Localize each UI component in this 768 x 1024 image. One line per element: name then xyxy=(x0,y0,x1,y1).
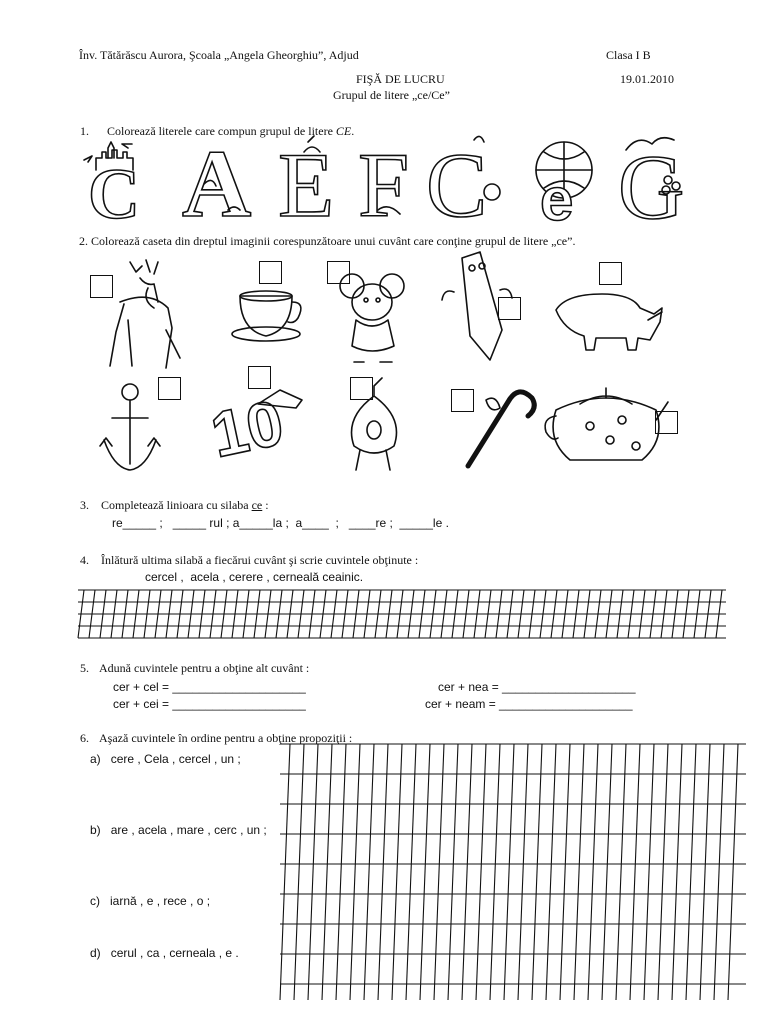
exercise-1-number: 1. xyxy=(80,124,89,138)
stag-icon xyxy=(110,260,180,368)
exercise-5-right-2[interactable]: cer + neam = ____________________ xyxy=(425,697,633,711)
svg-text:A: A xyxy=(182,130,252,237)
exercise-4-text: Înlătură ultima silabă a fiecărui cuvânt şi scrie cuvintele obţinute : xyxy=(101,553,419,567)
svg-text:C: C xyxy=(88,154,140,234)
number-10-icon xyxy=(205,386,302,471)
exercise-6-item-d: d) cerul , ca , cerneala , e . xyxy=(90,946,239,960)
mouse-icon xyxy=(340,274,404,362)
handwriting-lines-6[interactable] xyxy=(280,742,746,1004)
svg-text:F: F xyxy=(358,134,410,236)
page-title: FIŞĂ DE LUCRU xyxy=(356,72,445,86)
date: 19.01.2010 xyxy=(620,72,674,86)
svg-text:G: G xyxy=(618,136,685,238)
exercise-6-item-a: a) cere , Cela , cercel , un ; xyxy=(90,752,241,766)
svg-text:e: e xyxy=(540,166,574,233)
anchor-icon xyxy=(100,384,160,470)
svg-text:C: C xyxy=(426,134,488,236)
exercise-1-highlight: CE xyxy=(335,124,352,138)
exercise-5-text: Adună cuvintele pentru a obţine alt cuvânt : xyxy=(99,661,310,675)
exercise-6-item-c: c) iarnă , e , rece , o ; xyxy=(90,894,211,908)
rhino-icon xyxy=(556,294,662,350)
exercise-1-text: Colorează literele care compun grupul de litere xyxy=(107,124,336,138)
handwriting-lines-4[interactable] xyxy=(78,586,728,642)
exercise-5-right-1[interactable]: cer + nea = ____________________ xyxy=(438,680,636,694)
exercise-5-left-2[interactable]: cer + cei = ____________________ xyxy=(113,697,306,711)
exercise-3-syllable: ce xyxy=(251,498,263,512)
exercise-4: 4. Înlătură ultima silabă a fiecărui cuvânt şi scrie cuvintele obţinute : xyxy=(80,553,419,567)
teapot-icon xyxy=(545,388,668,460)
exercise-6: 6. Aşază cuvintele în ordine pentru a obţine propoziţii : xyxy=(80,731,353,745)
onion-icon xyxy=(352,378,397,470)
page-subtitle: Grupul de litere „ce/Ce” xyxy=(333,88,450,102)
cup-icon xyxy=(232,291,301,341)
pencil-icon xyxy=(442,252,512,360)
svg-text:E: E xyxy=(278,134,335,236)
exercise-3: 3. Completează linioara cu silaba ce : xyxy=(80,498,269,512)
exercise-5: 5. Adună cuvintele pentru a obţine alt cuvânt : xyxy=(80,661,310,675)
svg-text:10: 10 xyxy=(204,385,290,472)
exercise-6-item-b: b) are , acela , mare , cerc , un ; xyxy=(90,823,267,837)
exercise-3-text: Completează linioara cu silaba xyxy=(101,498,252,512)
exercise-2-text: 2. Colorează caseta din dreptul imaginii corespunzătoare unui cuvânt care conţine grupul de litere „ce”. xyxy=(79,234,576,248)
author-line: Înv. Tătărăscu Aurora, Şcoala „Angela Gheorghiu”, Adjud xyxy=(79,48,359,62)
class-label: Clasa I B xyxy=(606,48,651,62)
exercise-1: 1. Colorează literele care compun grupul de litere CE. xyxy=(80,124,355,138)
candy-cane-icon xyxy=(468,392,534,466)
exercise-4-words: cercel , acela , cerere , cerneală ceainic. xyxy=(145,570,364,584)
exercise-6-text: Aşază cuvintele în ordine pentru a obţine propoziţii : xyxy=(99,731,353,745)
exercise-5-left-1[interactable]: cer + cel = ____________________ xyxy=(113,680,306,694)
exercise-3-blanks[interactable]: re_____ ; _____ rul ; a_____la ; a____ ; ____re ; _____le . xyxy=(112,516,449,530)
